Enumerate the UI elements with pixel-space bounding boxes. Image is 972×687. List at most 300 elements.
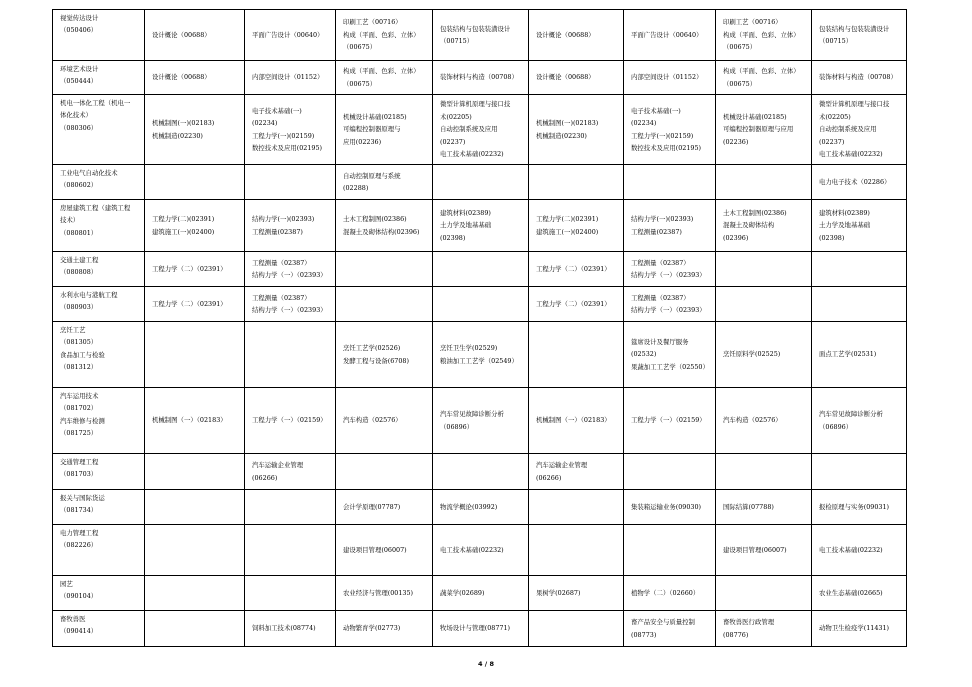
major-cell [53, 611, 145, 647]
cell-line: 电工技术基础(02232) [440, 545, 504, 554]
course-cell [336, 388, 433, 454]
course-cell [245, 287, 336, 322]
cell-line: 工程力学（二）（02391） [536, 264, 611, 273]
cell-line: 农业生态基础(02665) [819, 588, 883, 597]
course-cell [433, 525, 529, 576]
cell-line: 机电一体化工程（机电一 [60, 99, 131, 107]
cell-line: 汽车运用技术 [60, 392, 99, 400]
course-cell [624, 525, 716, 576]
course-cell [624, 611, 716, 647]
cell-line: （00675） [723, 79, 757, 88]
course-cell [145, 165, 245, 200]
course-cell [529, 525, 624, 576]
cell-line: 结构力学(一)(02393) [631, 215, 694, 224]
course-cell [145, 490, 245, 525]
cell-line: 机械制图(一)(02183) [152, 119, 215, 128]
cell-line: 园艺 [60, 580, 73, 588]
cell-line: （00675） [343, 79, 377, 88]
course-cell [624, 322, 716, 388]
course-cell [624, 10, 716, 61]
cell-line: 烹饪卫生学(02529) [440, 344, 498, 353]
cell-line: 电子技术基础(一) [631, 106, 681, 115]
major-cell [53, 322, 145, 388]
course-cell [812, 454, 907, 490]
cell-line: （080602） [60, 181, 98, 190]
course-cell [145, 525, 245, 576]
cell-line: 构成（平面、色彩、立体） [723, 67, 800, 76]
course-cell [145, 454, 245, 490]
cell-line: （080903） [60, 303, 98, 312]
cell-line: 工程测量（02387） [252, 293, 311, 302]
cell-line: 工程力学(一)(02159) [631, 131, 694, 140]
cell-line: 建筑材料(02389) [440, 208, 491, 217]
cell-line: 构成（平面、色彩、立体） [723, 30, 800, 39]
cell-line: 结构力学（一）（02393） [252, 306, 327, 314]
cell-line: (08773) [631, 630, 657, 639]
cell-line: 汽车构造（02576） [343, 416, 402, 425]
cell-line: 汽车运输企业管理 [536, 461, 588, 470]
course-cell [145, 388, 245, 454]
cell-line: 包装结构与包装装潢设计 [440, 24, 511, 33]
cell-line: 构成（平面、色彩、立体） [343, 30, 420, 39]
cell-line: 自动控制原理与系统 [343, 171, 401, 180]
cell-line: 设计概论（00688） [536, 73, 595, 82]
cell-line: 汽车运输企业管理 [252, 461, 304, 470]
cell-line: 工程测量（02387） [252, 258, 311, 267]
cell-line: 蔬菜学(02689) [440, 588, 485, 597]
cell-line: 工程力学(二)(02391) [152, 215, 215, 224]
cell-line: 数控技术及应用(02195) [252, 143, 323, 152]
course-cell [529, 287, 624, 322]
cell-line: （050444） [60, 77, 98, 86]
course-cell [812, 525, 907, 576]
cell-line: (08776) [723, 630, 749, 639]
cell-line: 汽车构造（02576） [723, 416, 782, 425]
major-cell [53, 388, 145, 454]
cell-line: 集装箱运输业务(09030) [631, 502, 702, 511]
cell-line: （081703） [60, 470, 98, 479]
cell-line: 内部空间设计（01152） [252, 73, 324, 82]
cell-line: 报关与国际货运 [60, 494, 105, 502]
course-cell [624, 490, 716, 525]
major-cell [53, 10, 145, 61]
major-cell [53, 576, 145, 611]
course-cell [716, 10, 812, 61]
course-cell [336, 252, 433, 287]
cell-line: 工程力学(二)(02391) [536, 215, 599, 224]
cell-line: (02396) [723, 233, 749, 242]
cell-line: (02237) [819, 137, 845, 146]
course-cell [245, 322, 336, 388]
cell-line: 建筑材料(02389) [819, 208, 870, 217]
course-cell [145, 611, 245, 647]
cell-line: 内部空间设计（01152） [631, 73, 703, 82]
course-cell [433, 287, 529, 322]
cell-line: 烹饪工艺学(02526) [343, 344, 401, 353]
course-cell [245, 10, 336, 61]
course-cell [529, 322, 624, 388]
course-cell [433, 322, 529, 388]
table-row [53, 611, 907, 647]
cell-line: (02288) [343, 184, 369, 192]
course-cell [245, 611, 336, 647]
course-cell [529, 61, 624, 95]
course-cell [624, 576, 716, 611]
course-cell [245, 61, 336, 95]
cell-line: 结构力学（一）（02393） [252, 271, 327, 279]
cell-line: 土木工程制图(02386) [723, 208, 787, 217]
cell-line: 畜产品安全与质量控制 [631, 618, 695, 627]
course-cell [433, 388, 529, 454]
course-cell [716, 61, 812, 95]
cell-line: (02398) [819, 233, 845, 242]
course-cell [529, 454, 624, 490]
cell-line: 术(02205) [440, 112, 472, 121]
page-number: 4 / 8 [478, 660, 494, 668]
cell-line: 农业经济与管理(00135) [343, 588, 414, 597]
cell-line: 建筑施工(一)(02400) [536, 227, 599, 236]
cell-line: 结构力学（一）（02393） [631, 306, 706, 314]
cell-line: 微型计算机原理与接口技 [819, 100, 890, 109]
course-cell [145, 10, 245, 61]
major-cell [53, 200, 145, 252]
course-cell [529, 388, 624, 454]
table-row [53, 252, 907, 287]
cell-line: 体化技术） [60, 111, 92, 120]
cell-line: 果树学(02687) [536, 588, 581, 597]
course-cell [624, 454, 716, 490]
table-row [53, 61, 907, 95]
cell-line: 装饰材料与构造（00708） [440, 73, 518, 82]
course-cell [812, 287, 907, 322]
course-cell [245, 165, 336, 200]
major-cell [53, 525, 145, 576]
cell-line: 术(02205) [819, 112, 851, 121]
cell-line: 电工技术基础(02232) [819, 150, 883, 159]
table-row [53, 200, 907, 252]
cell-line: 印刷工艺（00716） [723, 18, 782, 27]
course-cell [433, 95, 529, 165]
cell-line: 植物学（二）（02660） [631, 588, 700, 597]
cell-line: 电力电子技术（02286） [819, 177, 891, 186]
course-cell [529, 165, 624, 200]
cell-line: (02237) [440, 137, 466, 146]
cell-line: 水利水电与港航工程 [60, 291, 118, 299]
course-cell [336, 10, 433, 61]
cell-line: 果蔬加工工艺学（02550） [631, 362, 709, 371]
cell-line: 数控技术及应用(02195) [631, 143, 702, 152]
course-cell [245, 200, 336, 252]
cell-line: 包装结构与包装装潢设计 [819, 24, 890, 33]
course-cell [812, 165, 907, 200]
cell-line: 电工技术基础(02232) [819, 545, 883, 554]
cell-line: 工程力学（一）（02159） [631, 416, 706, 425]
cell-line: 自动控制系统及应用 [819, 125, 877, 134]
cell-line: 发酵工程与设备(6708) [343, 356, 409, 365]
course-cell [716, 454, 812, 490]
cell-line: 机械设计基础(02185) [343, 112, 407, 121]
table-row [53, 95, 907, 165]
cell-line: （080306） [60, 123, 98, 132]
course-cell [529, 200, 624, 252]
course-cell [529, 490, 624, 525]
course-cell [812, 322, 907, 388]
course-cell [716, 252, 812, 287]
course-cell [245, 95, 336, 165]
course-cell [812, 576, 907, 611]
cell-line: 电工技术基础(02232) [440, 150, 504, 159]
course-cell [433, 10, 529, 61]
cell-line: （00675） [723, 43, 757, 52]
cell-line: 电子技术基础(一) [252, 106, 302, 115]
cell-line: 平面广告设计（00640） [252, 30, 324, 39]
cell-line: 工程力学（二）（02391） [152, 299, 227, 308]
course-cell [145, 200, 245, 252]
cell-line: 面点工艺学(02531) [819, 350, 877, 359]
cell-line: （081702） [60, 404, 98, 413]
course-cell [812, 95, 907, 165]
course-cell [336, 490, 433, 525]
course-cell [624, 61, 716, 95]
cell-line: 国际结算(07788) [723, 502, 774, 511]
cell-line: 动物卫生检疫学(11431) [819, 624, 890, 633]
course-cell [245, 525, 336, 576]
cell-line: 机械制图（一）（02183） [536, 416, 611, 425]
table-body [53, 10, 907, 647]
cell-line: 物流学概论(03992) [440, 502, 498, 511]
cell-line: 设计概论（00688） [152, 73, 211, 82]
cell-line: 报检原理与实务(09031) [819, 502, 890, 511]
cell-line: 工程测量（02387） [631, 293, 690, 302]
course-cell [433, 200, 529, 252]
major-cell [53, 165, 145, 200]
course-cell [336, 576, 433, 611]
cell-line: 建设项目管理(06007) [723, 545, 787, 554]
cell-line: （081312） [60, 363, 98, 372]
cell-line: 牧场设计与管理(08771) [440, 624, 511, 633]
cell-line: 工程力学（二）（02391） [536, 299, 611, 308]
course-cell [716, 95, 812, 165]
course-cell [433, 165, 529, 200]
course-cell [529, 10, 624, 61]
table-row [53, 10, 907, 61]
cell-line: 环境艺术设计 [60, 65, 99, 73]
cell-line: 装饰材料与构造（00708） [819, 73, 897, 82]
course-cell [433, 454, 529, 490]
course-cell [716, 576, 812, 611]
course-cell [433, 252, 529, 287]
course-cell [624, 165, 716, 200]
table-row [53, 454, 907, 490]
cell-line: 视觉传达设计 [60, 14, 99, 22]
course-cell [812, 10, 907, 61]
cell-line: 可编程控制器原理与 [343, 125, 401, 134]
cell-line: 机械制图（一）（02183） [152, 416, 227, 425]
major-cell [53, 95, 145, 165]
cell-line: 工程测量(02387) [631, 227, 682, 236]
cell-line: 结构力学（一）（02393） [631, 271, 706, 279]
cell-line: 平面广告设计（00640） [631, 30, 703, 39]
cell-line: （00715） [440, 37, 474, 45]
cell-line: (02398) [440, 233, 466, 242]
cell-line: 食品加工与检验 [60, 350, 105, 359]
cell-line: （090104） [60, 592, 98, 601]
course-cell [145, 287, 245, 322]
table-row [53, 490, 907, 525]
cell-line: 混凝土及砌体结构 [723, 221, 775, 230]
major-cell [53, 61, 145, 95]
course-cell [812, 490, 907, 525]
course-cell [145, 252, 245, 287]
cell-line: 烹饪工艺 [60, 326, 86, 334]
course-cell [433, 576, 529, 611]
course-cell [245, 490, 336, 525]
course-cell [812, 388, 907, 454]
course-cell [624, 95, 716, 165]
cell-line: (06266) [536, 473, 562, 482]
cell-line: （081305） [60, 338, 98, 347]
cell-line: 机械制造(02230) [152, 131, 203, 140]
cell-line: （06896） [440, 422, 474, 431]
major-cell [53, 454, 145, 490]
course-cell [529, 611, 624, 647]
course-cell [529, 95, 624, 165]
course-cell [245, 576, 336, 611]
course-cell [336, 61, 433, 95]
cell-line: 汽车维修与检测 [60, 416, 105, 425]
course-cell [812, 61, 907, 95]
cell-line: 自动控制系统及应用 [440, 125, 498, 134]
cell-line: 饲料加工技术(08774) [252, 624, 316, 633]
cell-line: 工程力学(一)(02159) [252, 131, 315, 140]
cell-line: 交通土建工程 [60, 256, 99, 264]
cell-line: 构成（平面、色彩、立体） [343, 67, 420, 76]
course-cell [145, 95, 245, 165]
course-cell [529, 576, 624, 611]
table-row [53, 525, 907, 576]
cell-line: 工业电气自动化技术 [60, 169, 118, 177]
course-cell [336, 200, 433, 252]
cell-line: 工程力学（二）（02391） [152, 264, 227, 273]
cell-line: 建设项目管理(06007) [343, 545, 407, 554]
major-cell [53, 252, 145, 287]
course-cell [624, 252, 716, 287]
cell-line: （080808） [60, 268, 98, 277]
cell-line: 设计概论（00688） [536, 30, 595, 39]
cell-line: （00715） [819, 37, 853, 45]
course-cell [336, 322, 433, 388]
cell-line: 应用(02236) [343, 137, 382, 146]
cell-line: 土木工程制图(02386) [343, 215, 407, 224]
cell-line: 房屋建筑工程（建筑工程 [60, 204, 131, 212]
cell-line: 工程力学（一）（02159） [252, 416, 327, 425]
cell-line: 技术） [60, 216, 80, 225]
course-cell [716, 388, 812, 454]
course-table [52, 9, 907, 647]
course-cell [716, 322, 812, 388]
course-cell [716, 287, 812, 322]
cell-line: 汽车常见故障诊断分析 [819, 410, 883, 419]
cell-line: 印刷工艺（00716） [343, 18, 402, 27]
cell-line: （081725） [60, 429, 98, 438]
cell-line: 建筑施工(一)(02400) [152, 227, 215, 236]
cell-line: 土力学及地基基础 [440, 221, 492, 230]
cell-line: (06266) [252, 473, 278, 482]
course-cell [433, 611, 529, 647]
major-cell [53, 287, 145, 322]
course-cell [529, 252, 624, 287]
table-row [53, 322, 907, 388]
table-row [53, 576, 907, 611]
cell-line: 可编程控制器原理与应用 [723, 125, 794, 134]
cell-line: （082226） [60, 541, 98, 550]
course-cell [336, 287, 433, 322]
cell-line: 工程测量（02387） [631, 258, 690, 267]
course-cell [433, 61, 529, 95]
cell-line: 土力学及地基基础 [819, 221, 871, 230]
course-cell [336, 525, 433, 576]
cell-line: 畜牧兽医 [60, 615, 86, 623]
course-cell [336, 165, 433, 200]
cell-line: 电力管理工程 [60, 529, 99, 537]
cell-line: 动物繁育学(02773) [343, 624, 401, 633]
cell-line: (02532) [631, 350, 657, 359]
course-cell [145, 61, 245, 95]
course-cell [145, 322, 245, 388]
course-cell [624, 200, 716, 252]
cell-line: （081734） [60, 506, 98, 515]
course-cell [145, 576, 245, 611]
cell-line: 机械制造(02230) [536, 131, 587, 140]
cell-line: 结构力学(一)(02393) [252, 215, 315, 224]
course-cell [624, 287, 716, 322]
major-cell [53, 490, 145, 525]
cell-line: (02234) [252, 119, 278, 128]
cell-line: （080801） [60, 228, 98, 237]
cell-line: 机械设计基础(02185) [723, 112, 787, 121]
cell-line: 交通管理工程 [60, 458, 99, 466]
cell-line: 汽车常见故障诊断分析 [440, 410, 504, 419]
cell-line: 筵席设计及餐厅服务 [631, 337, 689, 346]
cell-line: 会计学原理(07787) [343, 502, 401, 511]
course-cell [812, 611, 907, 647]
course-cell [716, 611, 812, 647]
table-row [53, 165, 907, 200]
course-cell [336, 95, 433, 165]
course-cell [812, 200, 907, 252]
course-cell [245, 252, 336, 287]
cell-line: （00675） [343, 43, 377, 52]
course-cell [716, 165, 812, 200]
cell-line: 设计概论（00688） [152, 30, 211, 39]
cell-line: 粮油加工工艺学（02549） [440, 356, 518, 365]
course-cell [812, 252, 907, 287]
cell-line: （050406） [60, 26, 98, 35]
table-row [53, 388, 907, 454]
course-cell [245, 388, 336, 454]
cell-line: 烹饪原料学(02525) [723, 350, 781, 359]
course-cell [716, 490, 812, 525]
cell-line: （06896） [819, 422, 853, 431]
course-cell [716, 200, 812, 252]
course-cell [624, 388, 716, 454]
cell-line: 微型计算机原理与接口技 [440, 100, 511, 109]
cell-line: 混凝土及砌体结构(02396) [343, 227, 420, 236]
table-row [53, 287, 907, 322]
cell-line: （090414） [60, 627, 98, 636]
cell-line: 畜牧兽医行政管理 [723, 618, 775, 627]
cell-line: (02234) [631, 119, 657, 128]
